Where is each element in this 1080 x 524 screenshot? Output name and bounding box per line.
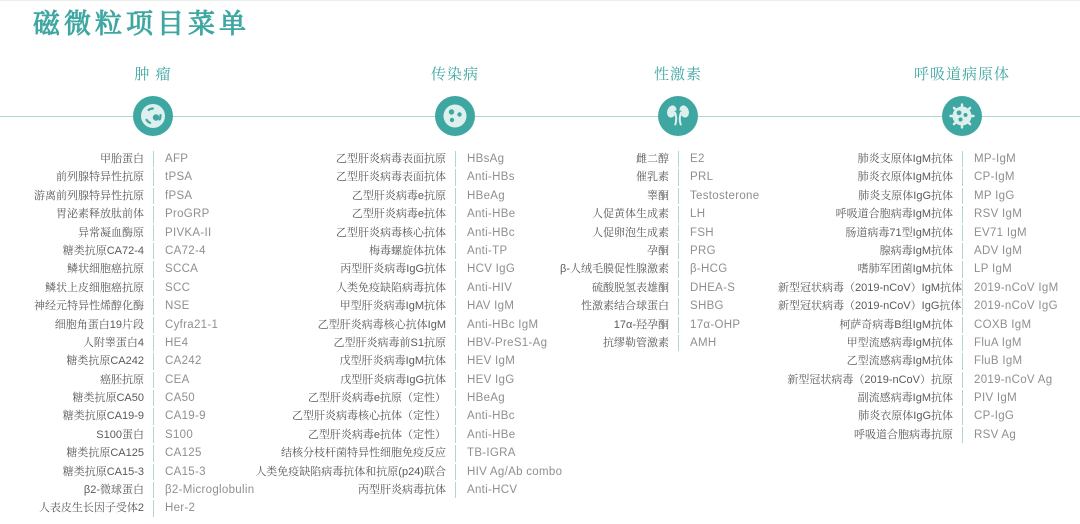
assay-name-cn: 前列腺特异性抗原: [56, 171, 144, 184]
assay-row: [243, 316, 573, 334]
assay-name-cn: 抗缪勒管激素: [603, 336, 669, 349]
assay-code-en: Anti-HBc: [467, 410, 515, 423]
tumor-cell-icon: [133, 96, 173, 136]
assay-row: [243, 205, 573, 223]
assay-code-en: HBV-PreS1-Ag: [467, 336, 548, 349]
assay-name-cn: 丙型肝炎病毒抗体: [358, 484, 446, 497]
assay-row: [243, 407, 573, 425]
assay-row: [778, 407, 1078, 425]
assay-code-en: EV71 IgM: [974, 226, 1027, 239]
assay-row: [28, 224, 258, 242]
assay-name-cn: 乙型肝炎病毒前S1抗原: [333, 336, 446, 349]
category-section: [778, 1, 1078, 524]
assay-row: [243, 224, 573, 242]
assay-row: [28, 352, 258, 370]
assay-code-en: RSV Ag: [974, 428, 1017, 441]
assay-name-cn: 乙型流感病毒IgM抗体: [846, 355, 953, 368]
assay-code-en: β-HCG: [690, 263, 728, 276]
assay-name-cn: 鳞状上皮细胞癌抗原: [45, 281, 144, 294]
assay-row: [778, 316, 1078, 334]
assay-code-en: LP IgM: [974, 263, 1013, 276]
assay-row: [778, 187, 1078, 205]
assay-name-cn: 乙型肝炎病毒核心抗体（定性）: [292, 410, 446, 423]
assay-row: [28, 187, 258, 205]
assay-name-cn: 肺炎衣原体IgG抗体: [858, 410, 953, 423]
assay-row: [243, 260, 573, 278]
assay-name-cn: 人附睾蛋白4: [82, 336, 144, 349]
assay-code-en: fPSA: [165, 189, 193, 202]
assay-code-en: tPSA: [165, 171, 193, 184]
assay-code-en: AMH: [690, 336, 717, 349]
assay-row: [243, 426, 573, 444]
assay-name-cn: 乙型肝炎病毒e抗原: [351, 189, 446, 202]
assay-row: [28, 205, 258, 223]
assay-name-cn: β-人绒毛膜促性腺激素: [560, 263, 669, 276]
assay-name-cn: 戊型肝炎病毒IgG抗体: [340, 373, 446, 386]
assay-name-cn: 癌胚抗原: [100, 373, 144, 386]
assay-code-en: HEV IgM: [467, 355, 516, 368]
assay-row: [556, 224, 786, 242]
assay-row: [556, 297, 786, 315]
assay-row: [778, 168, 1078, 186]
virus-icon: [942, 96, 982, 136]
assay-name-cn: 丙型肝炎病毒IgG抗体: [340, 263, 446, 276]
assay-name-cn: 糖类抗原CA50: [72, 392, 144, 405]
assay-code-en: MP IgG: [974, 189, 1015, 202]
assay-code-en: CA242: [165, 355, 202, 368]
assay-row: [778, 279, 1078, 297]
assay-code-en: SCCA: [165, 263, 199, 276]
assay-code-en: HBeAg: [467, 392, 505, 405]
assay-name-cn: 甲型肝炎病毒IgM抗体: [339, 300, 446, 313]
assay-code-en: COXB IgM: [974, 318, 1032, 331]
assay-row: [556, 316, 786, 334]
assay-name-cn: 孕酮: [647, 244, 669, 257]
assay-row: [778, 371, 1078, 389]
assay-list: [778, 150, 1078, 444]
assay-row: [28, 463, 258, 481]
assay-code-en: FSH: [690, 226, 714, 239]
assay-row: [243, 279, 573, 297]
assay-name-cn: 副流感病毒IgM抗体: [857, 392, 953, 405]
assay-name-cn: 腺病毒IgM抗体: [879, 244, 953, 257]
assay-name-cn: 细胞角蛋白19片段: [54, 318, 144, 331]
assay-code-en: 2019-nCoV IgM: [974, 281, 1059, 294]
assay-code-en: 17α-OHP: [690, 318, 741, 331]
assay-row: [778, 242, 1078, 260]
assay-list: [28, 150, 258, 518]
assay-name-cn: 乙型肝炎病毒e抗原（定性）: [307, 392, 446, 405]
assay-row: [28, 499, 258, 517]
assay-row: [778, 334, 1078, 352]
assay-name-cn: 新型冠状病毒（2019-nCoV）抗原: [787, 373, 953, 386]
assay-code-en: 2019-nCoV Ag: [974, 373, 1053, 386]
assay-name-cn: 鳞状细胞癌抗原: [67, 263, 144, 276]
assay-code-en: S100: [165, 428, 194, 441]
assay-code-en: AFP: [165, 153, 189, 165]
assay-code-en: Anti-HBe: [467, 428, 516, 441]
assay-code-en: CP-IgG: [974, 410, 1015, 423]
assay-name-cn: β2-微球蛋白: [83, 484, 144, 497]
assay-row: [243, 334, 573, 352]
assay-row: [28, 389, 258, 407]
assay-name-cn: 神经元特异性烯醇化酶: [34, 300, 144, 313]
assay-code-en: CEA: [165, 373, 190, 386]
assay-name-cn: 乙型肝炎病毒核心抗体IgM: [317, 318, 446, 331]
assay-code-en: MP-IgM: [974, 153, 1017, 165]
assay-name-cn: 乙型肝炎病毒e抗体: [351, 208, 446, 221]
assay-code-en: LH: [690, 208, 706, 221]
assay-code-en: SHBG: [690, 300, 724, 313]
assay-row: [556, 242, 786, 260]
assay-row: [556, 205, 786, 223]
category-title: 传染病: [430, 66, 480, 83]
assay-row: [778, 389, 1078, 407]
assay-row: [243, 481, 573, 499]
assay-code-en: 2019-nCoV IgG: [974, 300, 1058, 313]
assay-code-en: PRL: [690, 171, 714, 184]
assay-row: [28, 407, 258, 425]
assay-name-cn: 戊型肝炎病毒IgM抗体: [339, 355, 446, 368]
assay-name-cn: 糖类抗原CA125: [66, 447, 144, 460]
assay-row: [243, 187, 573, 205]
assay-code-en: SCC: [165, 281, 191, 294]
assay-code-en: Anti-HBe: [467, 208, 516, 221]
assay-row: [28, 168, 258, 186]
assay-name-cn: 人促黄体生成素: [592, 208, 669, 221]
assay-name-cn: 柯萨奇病毒B组IgM抗体: [839, 318, 953, 331]
assay-name-cn: 游离前列腺特异性抗原: [34, 189, 144, 202]
assay-name-cn: 人类免疫缺陷病毒抗体和抗原(p24)联合: [255, 465, 446, 478]
assay-code-en: HAV IgM: [467, 300, 515, 313]
assay-code-en: FluB IgM: [974, 355, 1023, 368]
assay-row: [243, 444, 573, 462]
assay-code-en: RSV IgM: [974, 208, 1023, 221]
assay-row: [778, 352, 1078, 370]
assay-row: [28, 481, 258, 499]
assay-code-en: Anti-HIV: [467, 281, 513, 294]
assay-row: [556, 260, 786, 278]
assay-name-cn: 糖类抗原CA19-9: [62, 410, 144, 423]
assay-name-cn: 肺炎支原体IgG抗体: [858, 189, 953, 202]
assay-name-cn: 肺炎衣原体IgM抗体: [857, 171, 953, 184]
assay-row: [556, 279, 786, 297]
assay-name-cn: 人类免疫缺陷病毒抗体: [336, 281, 446, 294]
assay-row: [243, 297, 573, 315]
assay-code-en: ProGRP: [165, 208, 210, 221]
assay-name-cn: 糖类抗原CA15-3: [62, 465, 144, 478]
assay-name-cn: 乙型肝炎病毒e抗体（定性）: [307, 428, 446, 441]
assay-name-cn: 结核分枝杆菌特异性细胞免疫反应: [281, 447, 446, 460]
assay-code-en: ADV IgM: [974, 244, 1023, 257]
assay-row: [28, 444, 258, 462]
assay-code-en: CA15-3: [165, 465, 206, 478]
assay-name-cn: 新型冠状病毒（2019-nCoV）IgG抗体: [778, 300, 962, 313]
category-section: [556, 1, 786, 524]
assay-code-en: PRG: [690, 244, 716, 257]
assay-name-cn: 肺炎支原体IgM抗体: [857, 153, 953, 165]
assay-row: [556, 187, 786, 205]
assay-name-cn: 乙型肝炎病毒核心抗体: [336, 226, 446, 239]
assay-name-cn: 糖类抗原CA242: [66, 355, 144, 368]
assay-name-cn: 乙型肝炎病毒表面抗原: [336, 153, 446, 165]
assay-row: [28, 279, 258, 297]
assay-code-en: Anti-HBs: [467, 171, 515, 184]
assay-row: [243, 150, 573, 168]
assay-code-en: HBsAg: [467, 153, 505, 165]
assay-row: [28, 334, 258, 352]
assay-row: [556, 168, 786, 186]
assay-code-en: CA19-9: [165, 410, 206, 423]
assay-name-cn: 甲胎蛋白: [100, 153, 144, 165]
assay-code-en: E2: [690, 153, 705, 165]
assay-name-cn: 异常凝血酶原: [78, 226, 144, 239]
assay-row: [243, 389, 573, 407]
category-title: 性激素: [653, 66, 703, 83]
assay-code-en: PIV IgM: [974, 392, 1018, 405]
assay-row: [243, 168, 573, 186]
assay-code-en: PIVKA-II: [165, 226, 212, 239]
category-section: [28, 1, 258, 524]
assay-row: [28, 297, 258, 315]
assay-list: [556, 150, 786, 352]
assay-name-cn: 人促卵泡生成素: [592, 226, 669, 239]
assay-row: [778, 260, 1078, 278]
assay-code-en: HEV IgG: [467, 373, 515, 386]
assay-name-cn: 睾酮: [647, 189, 669, 202]
assay-code-en: CA125: [165, 447, 202, 460]
assay-name-cn: 新型冠状病毒（2019-nCoV）IgM抗体: [778, 281, 962, 294]
assay-code-en: TB-IGRA: [467, 447, 516, 460]
assay-row: [556, 334, 786, 352]
assay-code-en: Anti-HBc: [467, 226, 515, 239]
assay-code-en: HBeAg: [467, 189, 505, 202]
assay-name-cn: 雌二醇: [636, 153, 669, 165]
assay-row: [243, 463, 573, 481]
assay-code-en: NSE: [165, 300, 190, 313]
assay-code-en: β2-Microglobulin: [165, 484, 255, 497]
assay-code-en: Anti-HCV: [467, 484, 518, 497]
kidneys-icon: [658, 96, 698, 136]
assay-code-en: CA72-4: [165, 244, 206, 257]
assay-row: [28, 371, 258, 389]
page-title: 磁微粒项目菜单: [33, 9, 250, 39]
assay-row: [778, 224, 1078, 242]
assay-name-cn: 乙型肝炎病毒表面抗体: [336, 171, 446, 184]
assay-row: [556, 150, 786, 168]
assay-row: [778, 205, 1078, 223]
assay-code-en: HCV IgG: [467, 263, 516, 276]
assay-name-cn: 呼吸道合胞病毒IgM抗体: [835, 208, 953, 221]
assay-row: [28, 260, 258, 278]
pathogen-icon: [435, 96, 475, 136]
assay-row: [28, 242, 258, 260]
assay-code-en: DHEA-S: [690, 281, 736, 294]
assay-row: [243, 371, 573, 389]
assay-name-cn: 甲型流感病毒IgM抗体: [846, 336, 953, 349]
assay-name-cn: S100蛋白: [96, 428, 144, 441]
assay-row: [778, 297, 1078, 315]
category-title: 呼吸道病原体: [913, 66, 1011, 83]
category-section: [243, 1, 573, 524]
assay-name-cn: 催乳素: [636, 171, 669, 184]
assay-code-en: HE4: [165, 336, 189, 349]
assay-name-cn: 17α-羟孕酮: [613, 318, 669, 331]
assay-name-cn: 梅毒螺旋体抗体: [369, 244, 446, 257]
assay-row: [778, 150, 1078, 168]
category-title: 肿 瘤: [134, 66, 172, 83]
assay-code-en: FluA IgM: [974, 336, 1022, 349]
assay-name-cn: 硫酸脱氢表雄酮: [592, 281, 669, 294]
assay-name-cn: 人表皮生长因子受体2: [38, 502, 144, 515]
assay-row: [778, 426, 1078, 444]
assay-code-en: Cyfra21-1: [165, 318, 219, 331]
assay-code-en: CA50: [165, 392, 195, 405]
assay-code-en: Testosterone: [690, 189, 760, 202]
assay-code-en: Her-2: [165, 502, 196, 515]
assay-list: [243, 150, 573, 499]
assay-row: [28, 426, 258, 444]
assay-code-en: HIV Ag/Ab combo: [467, 465, 563, 478]
assay-row: [28, 316, 258, 334]
assay-row: [243, 352, 573, 370]
assay-code-en: Anti-HBc IgM: [467, 318, 539, 331]
assay-code-en: Anti-TP: [467, 244, 508, 257]
assay-name-cn: 胃泌素释放肽前体: [56, 208, 144, 221]
assay-name-cn: 性激素结合球蛋白: [581, 300, 669, 313]
assay-row: [28, 150, 258, 168]
assay-name-cn: 肠道病毒71型IgM抗体: [845, 226, 953, 239]
assay-name-cn: 糖类抗原CA72-4: [62, 244, 144, 257]
assay-code-en: CP-IgM: [974, 171, 1015, 184]
assay-row: [243, 242, 573, 260]
assay-name-cn: 呼吸道合胞病毒抗原: [854, 428, 953, 441]
assay-name-cn: 嗜肺军团菌IgM抗体: [857, 263, 953, 276]
